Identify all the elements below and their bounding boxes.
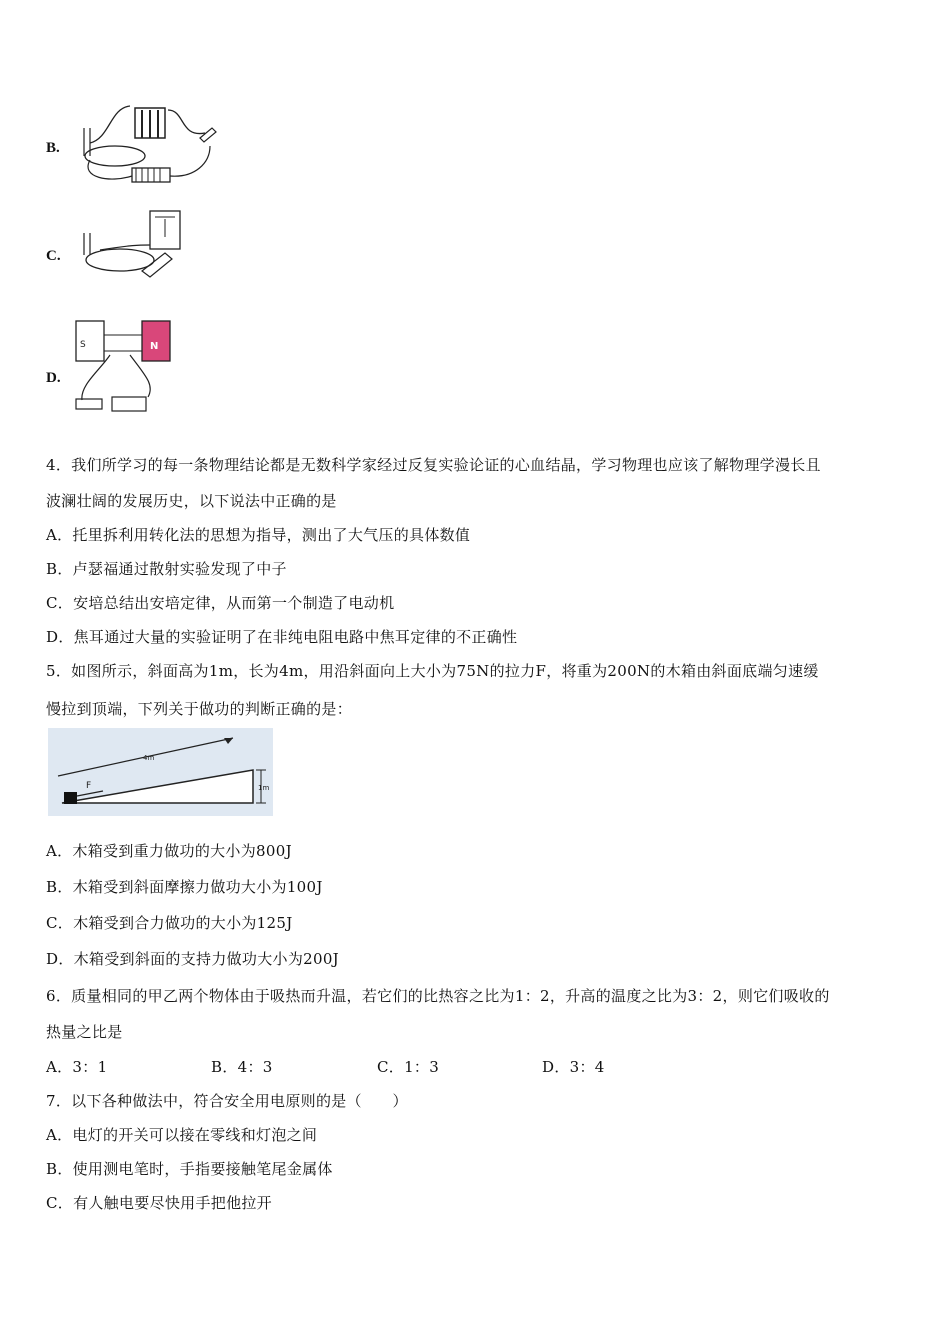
q7-option-b[interactable]: B．使用测电笔时，手指要接触笔尾金属体 <box>46 1160 333 1178</box>
q6-stem-line1: 6．质量相同的甲乙两个物体由于吸热而升温，若它们的比热容之比为1：2，升高的温度之比为3：2，则它们吸收的 <box>46 987 830 1005</box>
q7-option-a[interactable]: A．电灯的开关可以接在零线和灯泡之间 <box>46 1126 318 1144</box>
q6-option-c[interactable]: C．1：3 <box>377 1058 440 1076</box>
incline-force-label: F <box>86 781 92 791</box>
q4-option-c[interactable]: C．安培总结出安培定律，从而第一个制造了电动机 <box>46 594 395 612</box>
figure-b-label: B. <box>46 140 60 156</box>
incline-height-label: 1m <box>258 784 270 792</box>
magnet-n-label: N <box>150 341 159 352</box>
figure-c-circuit <box>70 205 195 285</box>
figure-d-label: D. <box>46 370 61 386</box>
q5-option-d[interactable]: D．木箱受到斜面的支持力做功大小为200J <box>46 950 339 968</box>
q4-option-a[interactable]: A．托里拆利用转化法的思想为指导，测出了大气压的具体数值 <box>46 526 471 544</box>
q5-option-b[interactable]: B．木箱受到斜面摩擦力做功大小为100J <box>46 878 323 896</box>
q5-stem-line1: 5．如图所示，斜面高为1m，长为4m，用沿斜面向上大小为75N的拉力F，将重为200N的木箱由斜面底端匀速缓 <box>46 662 819 680</box>
q5-stem-line2: 慢拉到顶端，下列关于做功的判断正确的是： <box>46 700 353 718</box>
figure-b-circuit <box>70 98 225 193</box>
figure-d-magnet-circuit <box>70 315 180 415</box>
q7-stem: 7．以下各种做法中，符合安全用电原则的是（ ） <box>46 1092 408 1110</box>
figure-c-label: C. <box>46 248 61 264</box>
q4-option-b[interactable]: B．卢瑟福通过散射实验发现了中子 <box>46 560 287 578</box>
incline-length-label: 4m <box>143 754 155 762</box>
q6-option-d[interactable]: D．3：4 <box>542 1058 605 1076</box>
q6-option-b[interactable]: B．4：3 <box>211 1058 273 1076</box>
incline-diagram <box>48 728 273 816</box>
magnet-s-label: S <box>80 340 86 350</box>
q4-option-d[interactable]: D．焦耳通过大量的实验证明了在非纯电阻电路中焦耳定律的不正确性 <box>46 628 518 646</box>
q6-option-a[interactable]: A．3：1 <box>46 1058 108 1076</box>
q4-stem-line2: 波澜壮阔的发展历史，以下说法中正确的是 <box>46 492 337 510</box>
q7-option-c[interactable]: C．有人触电要尽快用手把他拉开 <box>46 1194 272 1212</box>
q5-option-c[interactable]: C．木箱受到合力做功的大小为125J <box>46 914 293 932</box>
q6-stem-line2: 热量之比是 <box>46 1023 123 1041</box>
q4-stem-line1: 4．我们所学习的每一条物理结论都是无数科学家经过反复实验论证的心血结晶，学习物理也应该了解物理学漫长且 <box>46 456 821 474</box>
q5-option-a[interactable]: A．木箱受到重力做功的大小为800J <box>46 842 292 860</box>
